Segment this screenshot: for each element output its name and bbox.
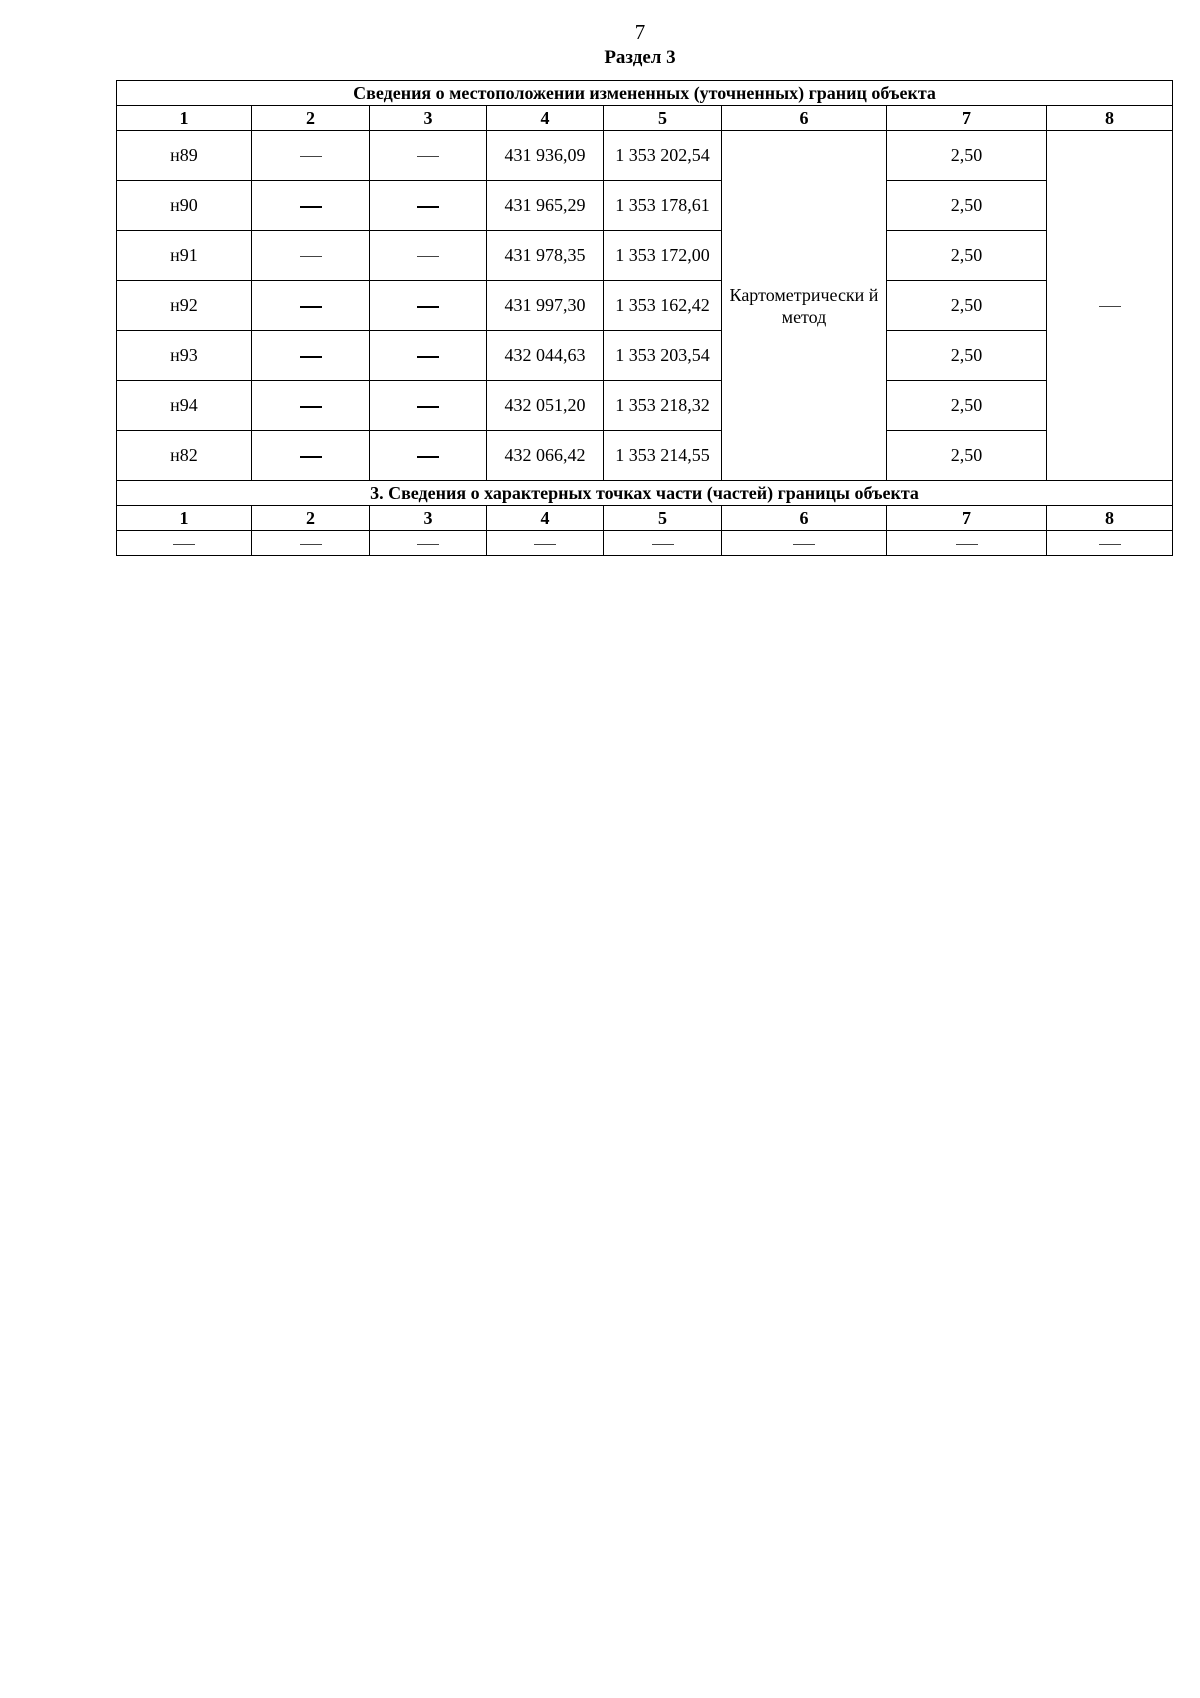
y-coordinate: 1 353 162,42 (604, 281, 722, 331)
subsection-cell (252, 531, 370, 556)
table-row (117, 381, 1173, 431)
column-number: 1 (117, 106, 252, 131)
dash-mark (300, 256, 322, 257)
accuracy-value: 2,50 (887, 281, 1047, 331)
column-number: 8 (1047, 106, 1173, 131)
point-name: н91 (117, 231, 252, 281)
subsection-column-numbers-row (117, 506, 1173, 531)
subsection-cell (1047, 531, 1173, 556)
subsection-cell (370, 531, 487, 556)
y-coordinate: 1 353 203,54 (604, 331, 722, 381)
dash-mark (300, 456, 322, 458)
dash-mark (417, 356, 439, 358)
column-numbers-row (117, 106, 1173, 131)
dash-mark (300, 544, 322, 545)
column-number: 3 (370, 506, 487, 531)
table-row (117, 331, 1173, 381)
table-title: Сведения о местоположении измененных (уточненных) границ объекта (117, 81, 1173, 106)
subsection-row (117, 531, 1173, 556)
column-number: 2 (252, 106, 370, 131)
x-coordinate: 431 965,29 (487, 181, 604, 231)
column8-cell (1047, 131, 1173, 481)
point-name: н93 (117, 331, 252, 381)
column3-value (370, 331, 487, 381)
y-coordinate: 1 353 172,00 (604, 231, 722, 281)
accuracy-value: 2,50 (887, 381, 1047, 431)
column2-value (252, 281, 370, 331)
column-number: 6 (722, 506, 887, 531)
dash-mark (173, 544, 195, 545)
point-name: н94 (117, 381, 252, 431)
dash-mark (956, 544, 978, 545)
table-row (117, 131, 1173, 181)
dash-mark (1099, 306, 1121, 307)
x-coordinate: 432 044,63 (487, 331, 604, 381)
dash-mark (300, 406, 322, 408)
dash-mark (417, 306, 439, 308)
accuracy-value: 2,50 (887, 181, 1047, 231)
accuracy-value: 2,50 (887, 131, 1047, 181)
column2-value (252, 181, 370, 231)
dash-mark (417, 406, 439, 408)
y-coordinate: 1 353 202,54 (604, 131, 722, 181)
dash-mark (534, 544, 556, 545)
point-name: н90 (117, 181, 252, 231)
dash-mark (300, 206, 322, 208)
column3-value (370, 231, 487, 281)
accuracy-value: 2,50 (887, 331, 1047, 381)
column-number: 8 (1047, 506, 1173, 531)
column3-value (370, 431, 487, 481)
point-name: н92 (117, 281, 252, 331)
dash-mark (1099, 544, 1121, 545)
y-coordinate: 1 353 218,32 (604, 381, 722, 431)
dash-mark (417, 456, 439, 458)
x-coordinate: 431 936,09 (487, 131, 604, 181)
column3-value (370, 281, 487, 331)
column2-value (252, 381, 370, 431)
column3-value (370, 181, 487, 231)
column-number: 5 (604, 106, 722, 131)
accuracy-value: 2,50 (887, 431, 1047, 481)
table-row (117, 231, 1173, 281)
column-number: 2 (252, 506, 370, 531)
point-name: н89 (117, 131, 252, 181)
table-row (117, 281, 1173, 331)
section-title: Раздел 3 (604, 47, 676, 68)
subsection-cell (487, 531, 604, 556)
table-row (117, 181, 1173, 231)
dash-mark (417, 256, 439, 257)
column3-value (370, 381, 487, 431)
boundary-table (116, 80, 1173, 556)
column-number: 3 (370, 106, 487, 131)
column2-value (252, 431, 370, 481)
y-coordinate: 1 353 178,61 (604, 181, 722, 231)
subsection-title: 3. Сведения о характерных точках части (частей) границы объекта (117, 481, 1173, 506)
dash-mark (793, 544, 815, 545)
page-number: 7 (634, 20, 646, 44)
dash-mark (300, 306, 322, 308)
column2-value (252, 331, 370, 381)
y-coordinate: 1 353 214,55 (604, 431, 722, 481)
accuracy-value: 2,50 (887, 231, 1047, 281)
column2-value (252, 131, 370, 181)
table-row (117, 431, 1173, 481)
column-number: 7 (887, 506, 1047, 531)
dash-mark (300, 156, 322, 157)
column3-value (370, 131, 487, 181)
subsection-cell (117, 531, 252, 556)
dash-mark (300, 356, 322, 358)
column-number: 5 (604, 506, 722, 531)
dash-mark (417, 206, 439, 208)
subsection-cell (887, 531, 1047, 556)
x-coordinate: 431 978,35 (487, 231, 604, 281)
subsection-cell (722, 531, 887, 556)
column-number: 4 (487, 506, 604, 531)
x-coordinate: 432 066,42 (487, 431, 604, 481)
point-name: н82 (117, 431, 252, 481)
dash-mark (652, 544, 674, 545)
dash-mark (417, 544, 439, 545)
x-coordinate: 431 997,30 (487, 281, 604, 331)
column-number: 7 (887, 106, 1047, 131)
dash-mark (417, 156, 439, 157)
column-number: 6 (722, 106, 887, 131)
x-coordinate: 432 051,20 (487, 381, 604, 431)
subsection-cell (604, 531, 722, 556)
column2-value (252, 231, 370, 281)
column-number: 1 (117, 506, 252, 531)
column-number: 4 (487, 106, 604, 131)
method-cell: Картометрически й метод (722, 131, 887, 481)
